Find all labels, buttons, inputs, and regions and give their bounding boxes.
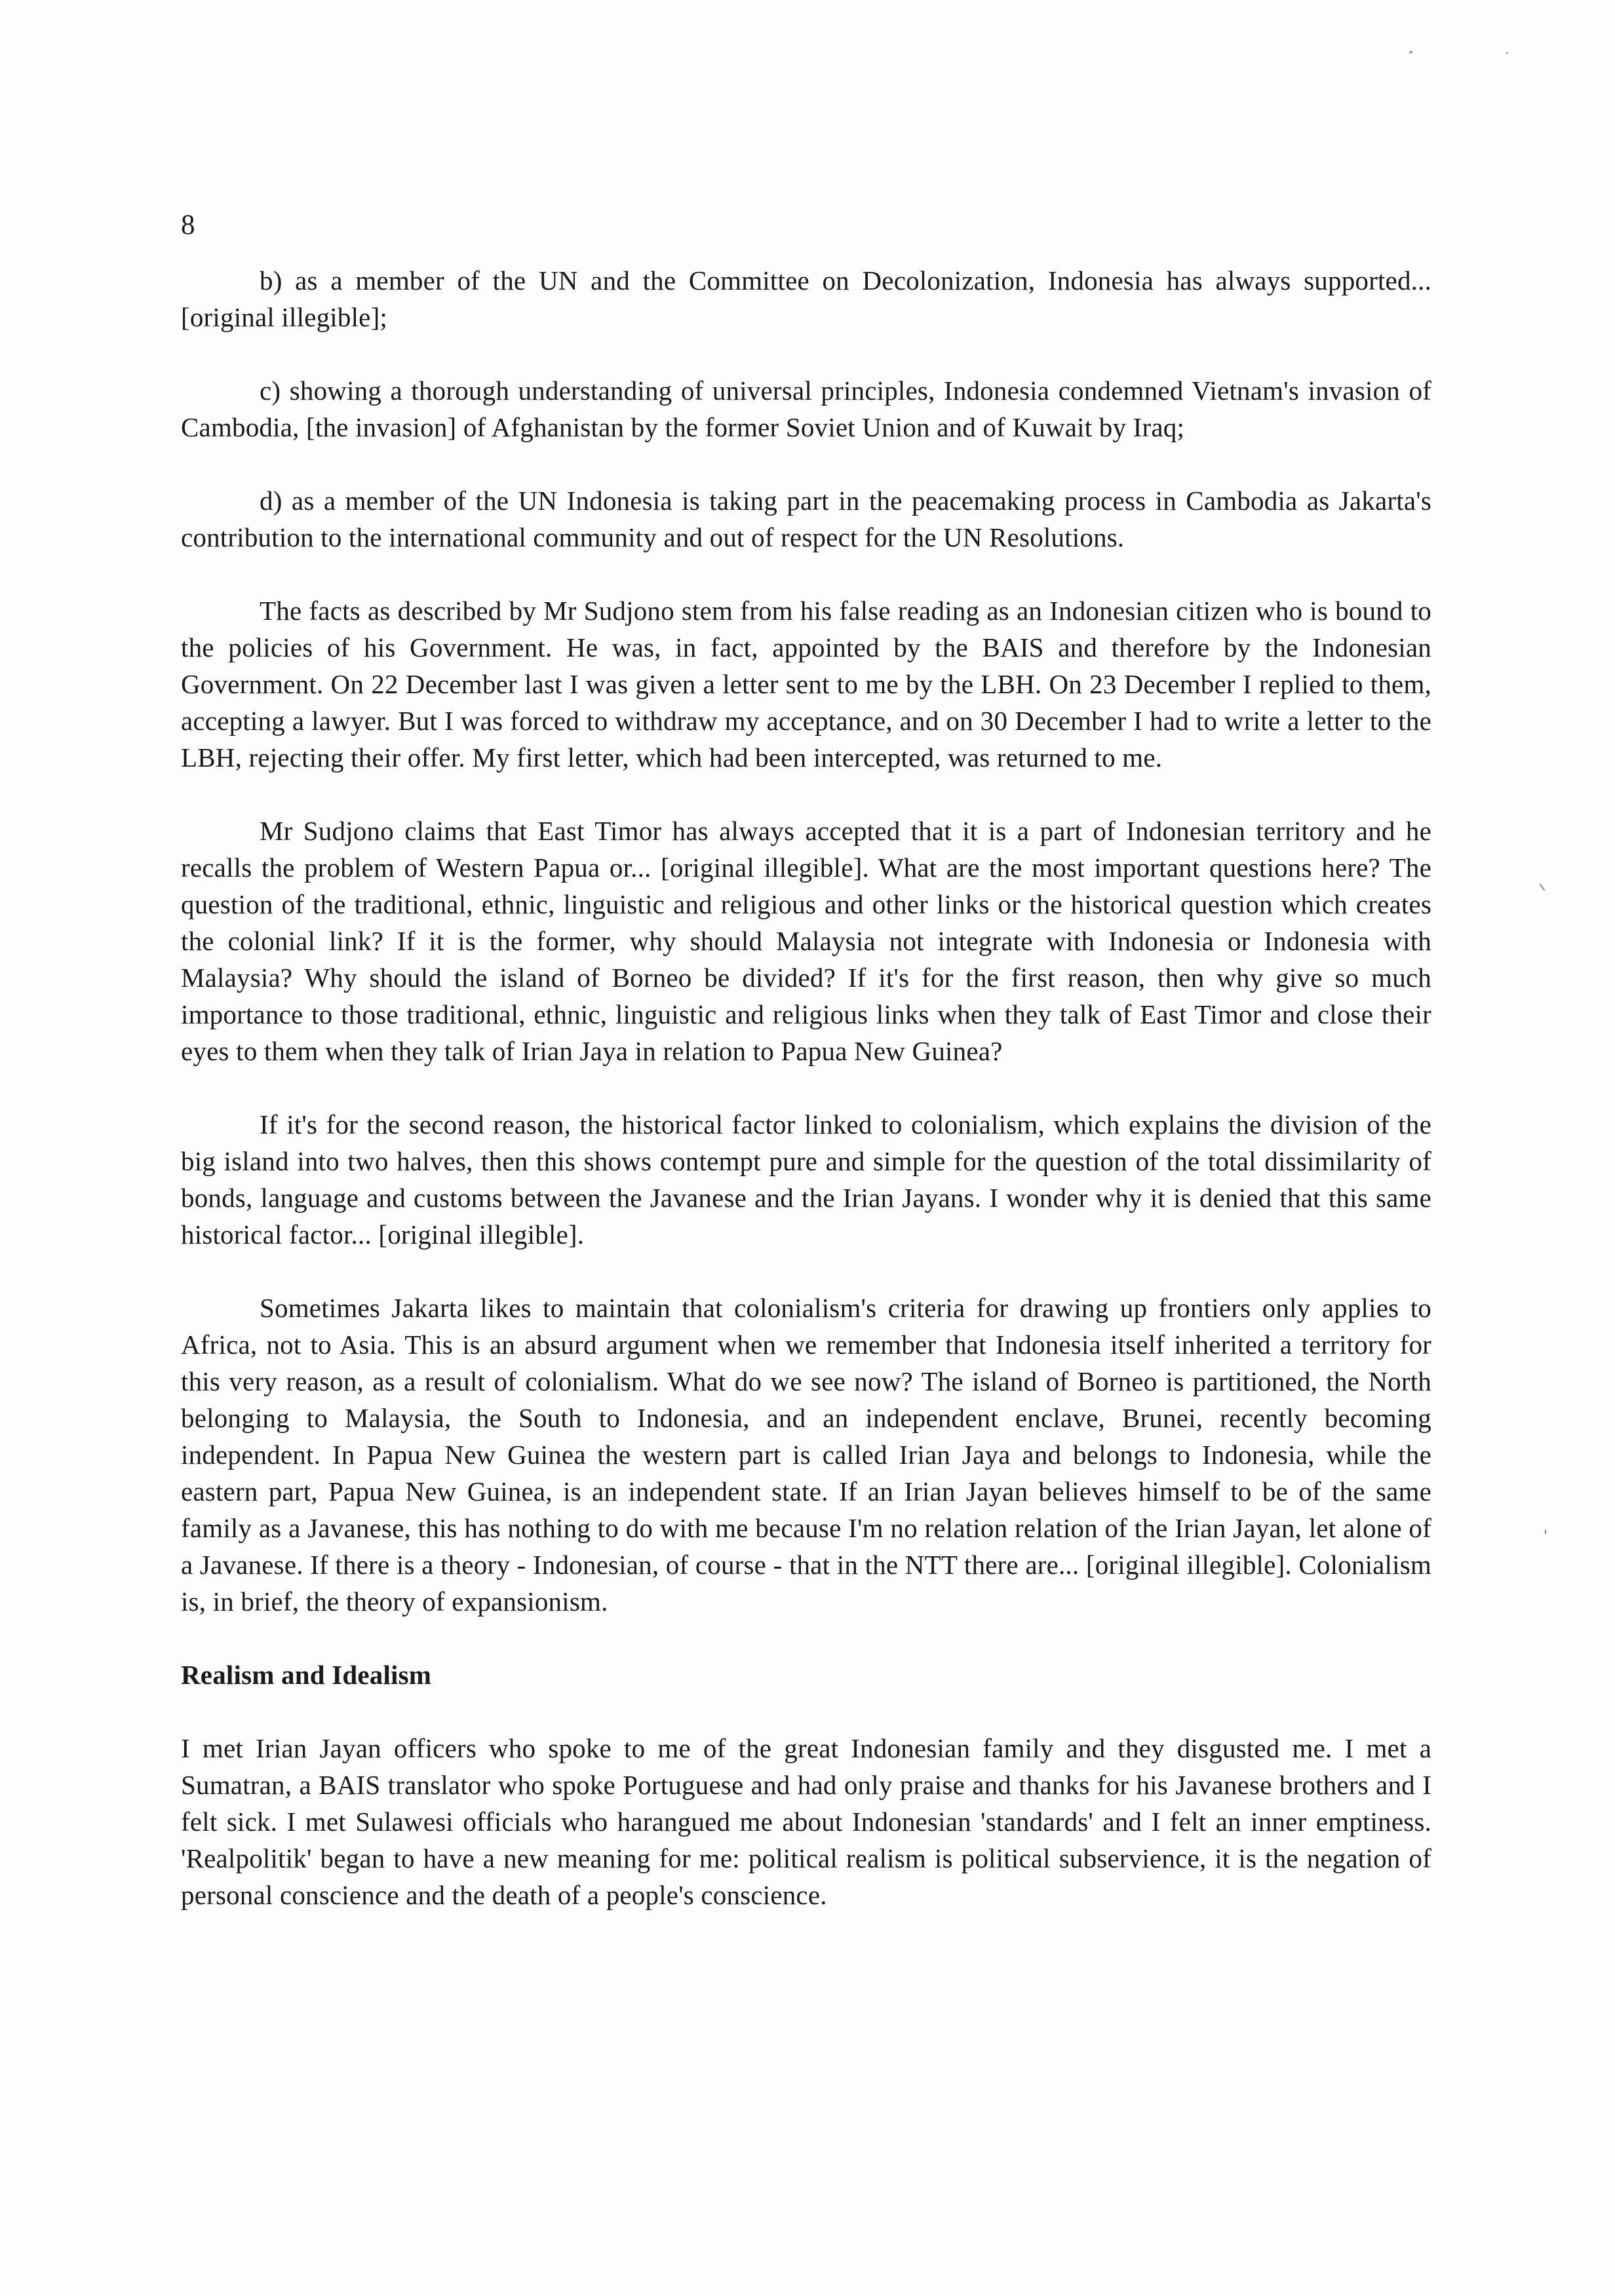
paragraph-point-d: d) as a member of the UN Indonesia is taking part in the peacemaking process in Cambodia as Jakarta's contribution to the international community and out of respect for the UN Resolutions. [181, 486, 1431, 552]
section-heading: Realism and Idealism [181, 1660, 432, 1690]
paragraph-sudjono-facts: The facts as described by Mr Sudjono stem from his false reading as an Indonesian citizen who is bound to the policies of his Government. He was, in fact, appointed by the BAIS and therefore by the Indonesian Government. On 22 December last I was given a letter sent to me by the LBH. On 23 December I replied to them, accepting a lawyer. But I was forced to withdraw my acceptance, and on 30 December I had to write a letter to the LBH, rejecting their offer. My first letter, which had been intercepted, was returned to me. [181, 596, 1431, 773]
scan-speck-mark [1545, 1529, 1546, 1534]
scan-speck-mark [1540, 884, 1546, 891]
document-body [181, 262, 1431, 1950]
paragraph-east-timor-claims: Mr Sudjono claims that East Timor has always accepted that it is a part of Indonesian territory and he recalls the problem of Western Papua or... [original illegible]. What are the most important questions here? The question of the traditional, ethnic, linguistic and religious and other links or the historical question which creates the colonial link? If it is the former, why should Malaysia not integrate with Indonesia or Indonesia with Malaysia? Why should the island of Borneo be divided? If it's for the first reason, then why give so much importance to those traditional, ethnic, linguistic and religious links when they talk of East Timor and close their eyes to them when they talk of Irian Jaya in relation to Papua New Guinea? [181, 816, 1431, 1066]
page-number: 8 [181, 210, 195, 240]
paragraph-point-c: c) showing a thorough understanding of universal principles, Indonesia condemned Vietnam's invasion of Cambodia, [the invasion] of Afghanistan by the former Soviet Union and of Kuwait by Iraq; [181, 375, 1431, 442]
paragraph-point-b: b) as a member of the UN and the Committee on Decolonization, Indonesia has always supported... [original illegible]; [181, 265, 1431, 332]
paragraph-realism-idealism: I met Irian Jayan officers who spoke to me of the great Indonesian family and they disgusted me. I met a Sumatran, a BAIS translator who spoke Portuguese and had only praise and thanks for his Javanese brothers and I felt sick. I met Sulawesi officials who harangued me about Indonesian 'standards' and I felt an inner emptiness. 'Realpolitik' began to have a new meaning for me: political realism is political subservience, it is the negation of personal conscience and the death of a people's conscience. [181, 1733, 1431, 1910]
paragraph-colonialism-criteria: Sometimes Jakarta likes to maintain that colonialism's criteria for drawing up frontiers only applies to Africa, not to Asia. This is an absurd argument when we remember that Indonesia itself inherited a territory for this very reason, as a result of colonialism. What do we see now? The island of Borneo is partitioned, the North belonging to Malaysia, the South to Indonesia, and an independent enclave, Brunei, recently becoming independent. In Papua New Guinea the western part is called Irian Jaya and belongs to Indonesia, while the eastern part, Papua New Guinea, is an independent state. If an Irian Jayan believes himself to be of the same family as a Javanese, this has nothing to do with me because I'm no relation relation of the Irian Jayan, let alone of a Javanese. If there is a theory - Indonesian, of course - that in the NTT there are... [original illegible]. Colonialism is, in brief, the theory of expansionism. [181, 1293, 1431, 1617]
scan-speck-mark [1506, 52, 1508, 54]
scan-speck-mark [1409, 50, 1413, 54]
paragraph-second-reason: If it's for the second reason, the historical factor linked to colonialism, which explains the division of the big island into two halves, then this shows contempt pure and simple for the question of the total dissimilarity of bonds, language and customs between the Javanese and the Irian Jayans. I wonder why it is denied that this same historical factor... [original illegible]. [181, 1109, 1431, 1250]
